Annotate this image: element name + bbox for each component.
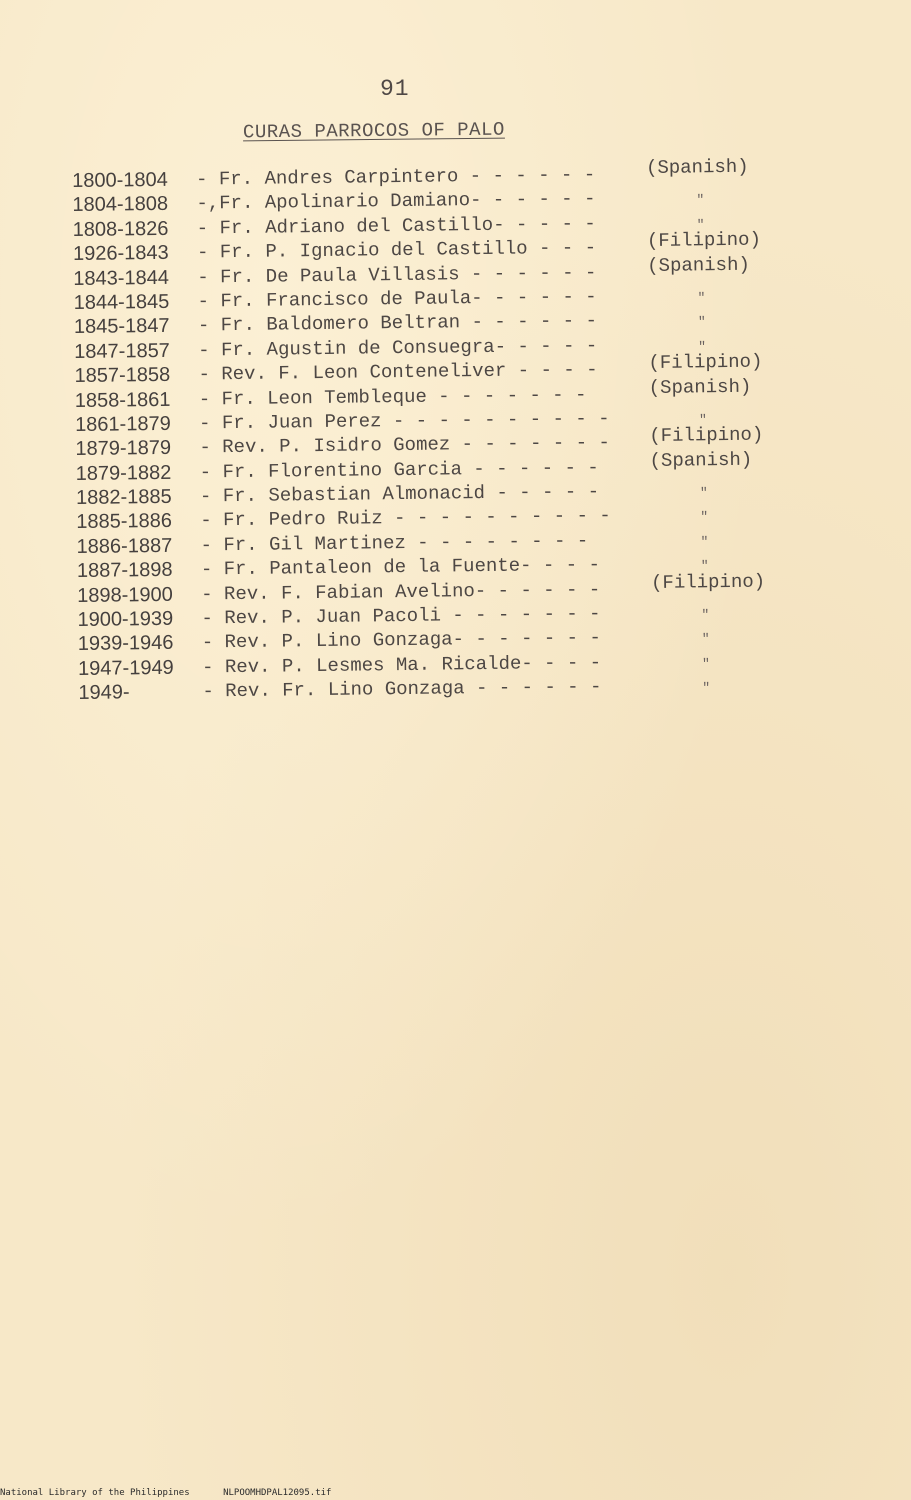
entry-priest: - Rev. P. Lino Gonzaga- - - - - - - [201, 626, 601, 654]
entry-years: 1926-1843 [72, 241, 169, 266]
ditto-mark: " [696, 217, 705, 233]
entry-nationality: (Spanish) [649, 448, 753, 472]
entry-priest: - Fr. Francisco de Paula- - - - - - [197, 285, 597, 313]
entry-priest: - Fr. Juan Perez - - - - - - - - - - [198, 407, 610, 435]
entry-years: 1885-1886 [76, 510, 173, 534]
entry-years: 1898-1900 [77, 583, 173, 607]
ditto-mark: " [696, 192, 705, 208]
entry-years: 1900-1939 [77, 607, 174, 631]
entry-priest: -,Fr. Apolinario Damiano- - - - - - [196, 187, 596, 215]
entry-priest: - Rev. F. Fabian Avelino- - - - - - [201, 578, 601, 606]
entry-priest: - Fr. P. Ignacio del Castillo - - - [196, 236, 597, 264]
footer-library: National Library of the Philippines [0, 1488, 190, 1498]
entry-nationality: (Spanish) [645, 155, 749, 179]
entry-priest: - Rev. F. Leon Conteneliver - - - - [198, 358, 598, 386]
parish-priests-list [72, 155, 799, 706]
ditto-mark: " [697, 314, 706, 330]
entry-priest: - Fr. Sebastian Almonacid - - - - - [199, 480, 600, 508]
entry-years: 1947-1949 [77, 656, 174, 680]
ditto-mark: " [697, 290, 706, 306]
entry-years: 1845-1847 [73, 315, 170, 339]
ditto-mark: " [699, 412, 708, 428]
entry-years: 1808-1826 [72, 217, 169, 241]
entry-years: 1879-1882 [75, 461, 172, 485]
entry-years: 1882-1885 [75, 485, 172, 510]
entry-nationality: (Filipino) [648, 350, 763, 375]
entry-priest: - Fr. Agustin de Consuegra- - - - - [198, 334, 598, 362]
entry-nationality: (Filipino) [650, 570, 766, 594]
ditto-mark: " [700, 558, 709, 574]
ditto-mark: " [700, 509, 709, 525]
ditto-mark: " [701, 656, 710, 672]
entry-priest: - Fr. Leon Tembleque - - - - - - - [198, 383, 587, 410]
entry-priest: - Fr. Pedro Ruiz - - - - - - - - - - [200, 504, 611, 532]
entry-nationality: (Spanish) [647, 253, 750, 277]
entry-years: 1886-1887 [76, 534, 173, 558]
ditto-mark: " [701, 631, 710, 647]
entry-years: 1949- [78, 681, 130, 705]
entry-priest: - Rev. P. Lesmes Ma. Ricalde- - - - [201, 651, 602, 679]
entry-priest: - Rev. P. Juan Pacoli - - - - - - - [201, 602, 601, 630]
footer-filename: NLPOOMHDPAL12095.tif [223, 1488, 332, 1498]
ditto-mark: " [700, 534, 709, 550]
entry-years: 1857-1858 [74, 363, 171, 388]
entry-nationality: (Spanish) [648, 375, 752, 399]
page-number: 91 [380, 76, 410, 102]
entry-priest: - Fr. Baldomero Beltran - - - - - - [197, 309, 598, 337]
entry-priest: - Rev. P. Isidro Gomez - - - - - - - [199, 431, 610, 459]
page-title: CURAS PARROCOS OF PALO [242, 118, 505, 144]
entry-years: 1844-1845 [73, 290, 170, 314]
archive-footer [0, 1488, 359, 1498]
ditto-mark: " [698, 339, 707, 355]
ditto-mark: " [699, 485, 708, 501]
entry-priest: - Fr. Gil Martinez - - - - - - - - [200, 529, 589, 557]
entry-years: 1847-1857 [74, 339, 171, 363]
entry-years: 1887-1898 [76, 559, 173, 583]
entry-years: 1804-1808 [72, 193, 169, 217]
entry-years: 1858-1861 [74, 388, 171, 412]
entry-priest: - Fr. Andres Carpintero - - - - - - [195, 163, 596, 191]
entry-priest: - Fr. Pantaleon de la Fuente- - - - [200, 553, 601, 581]
entry-priest: - Fr. Adriano del Castillo- - - - - [196, 212, 596, 240]
entry-nationality: (Filipino) [646, 228, 762, 253]
entry-years: 1861-1879 [74, 412, 171, 436]
ditto-mark: " [702, 680, 711, 696]
entry-priest: - Rev. Fr. Lino Gonzaga - - - - - - [202, 675, 602, 703]
entry-priest: - Fr. Florentino Garcia - - - - - - [199, 456, 599, 484]
entry-nationality: (Filipino) [649, 423, 764, 448]
entry-priest: - Fr. De Paula Villasis - - - - - - [197, 261, 597, 289]
entry-years: 1939-1946 [77, 632, 174, 656]
ditto-mark: " [701, 607, 710, 623]
entry-years: 1843-1844 [73, 266, 170, 290]
entry-years: 1800-1804 [72, 168, 168, 192]
entry-years: 1879-1879 [75, 437, 172, 461]
